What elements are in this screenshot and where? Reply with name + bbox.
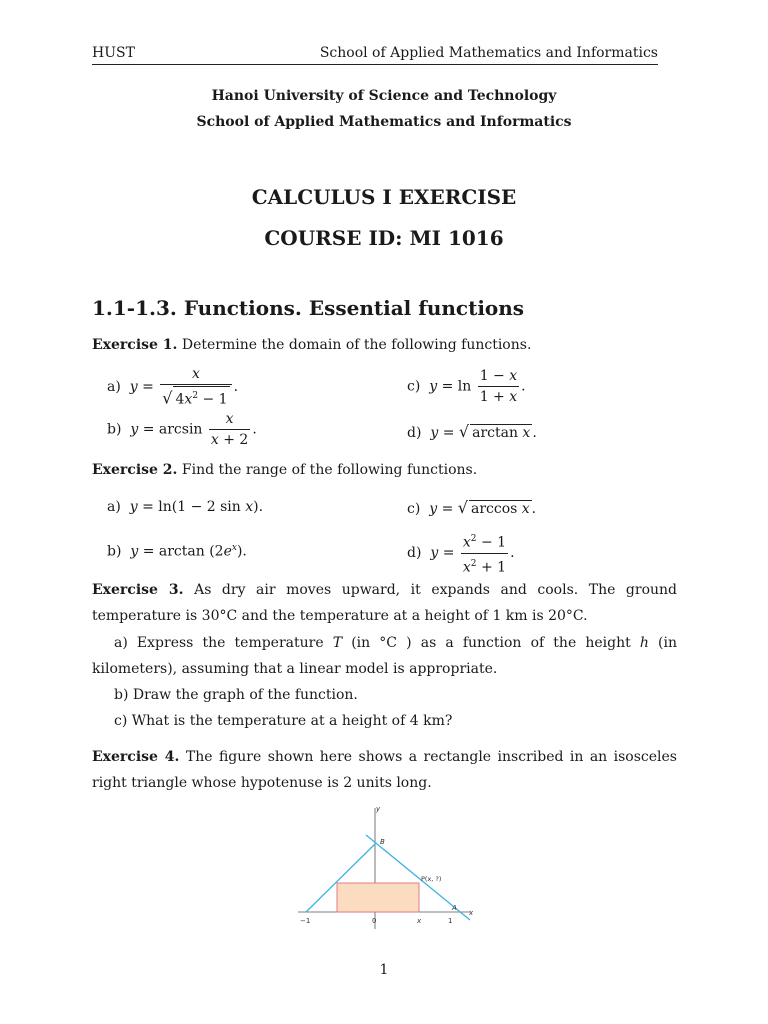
exercise-4-label: Exercise 4. (92, 749, 180, 765)
institution-name: Hanoi University of Science and Technology (211, 88, 557, 104)
running-header-right: School of Applied Mathematics and Informatics (319, 45, 658, 61)
exercise-1-text: Determine the domain of the following functions. (181, 337, 532, 353)
exercise-3-statement (92, 577, 677, 629)
tick-label-0: 0 (372, 917, 377, 925)
point-a-label: A (452, 904, 457, 912)
point-b-label: B (380, 838, 385, 846)
tick-label-1: 1 (448, 917, 453, 925)
exercise-3-part-a-text2: (in °C ) as a function of the height (351, 635, 631, 651)
course-id: COURSE ID: MI 1016 (264, 226, 504, 250)
point-p-label: P(x, ?) (421, 875, 442, 883)
section-heading: 1.1-1.3. Functions. Essential functions (92, 296, 525, 320)
ex1-item-d: d) y = √ arctan x . (407, 422, 537, 441)
exercise-2-text: Find the range of the following functions. (181, 462, 478, 478)
exercise-1-label: Exercise 1. (92, 337, 178, 353)
inscribed-rectangle (337, 883, 419, 912)
ex2-item-d: d) y = $\frac{x^2 - 1}{x^2 + 1}$ . (407, 530, 515, 576)
exercise-3-part-a: a) Express the temperature T (in °C ) as a function of the height h (in kilometers), assuming that a linear model is appropriate. (92, 635, 677, 677)
school-name: School of Applied Mathematics and Informatics (196, 114, 572, 130)
exercise-1-statement (92, 332, 677, 358)
header-rule (92, 64, 658, 65)
running-header-left: HUST (92, 45, 135, 61)
exercise-4-text: The figure shown here shows a rectangle inscribed in an isosceles right triangle whose hypotenuse is 2 units long. (92, 749, 677, 791)
ex1-item-c: c) y = ln $\frac{1 - x}{1 + x}$ . (407, 368, 526, 405)
exercise-2-statement (92, 457, 677, 483)
exercise-4-statement (92, 744, 677, 796)
ex2-item-c: c) y = √ arccos x . (407, 498, 537, 517)
exercise-3-part-a-text1: a) Express the temperature (114, 635, 324, 651)
triangle-rectangle-figure (290, 802, 480, 932)
ex1-item-a: a) y = $\frac{x}{√ 4x^2 - 1}$ . (107, 366, 239, 408)
ex2-item-b: b) $y = \arctan (2e^x)$. (107, 543, 247, 560)
exercise-3-text: As dry air moves upward, it expands and cools. The ground temperature is 30°C and the temperature at a height of 1 km is 20°C. (92, 582, 678, 624)
document-title: CALCULUS I EXERCISE (251, 185, 517, 209)
exercise-3-part-b: b) Draw the graph of the function. (114, 687, 358, 703)
x-axis-label: x (469, 909, 474, 917)
ex2-item-a: a) y = ln(1 − 2 sin x). (107, 499, 264, 515)
exercise-3-part-c: c) What is the temperature at a height of 4 km? (114, 713, 453, 729)
tick-label-x: x (417, 917, 422, 925)
exercise-2-label: Exercise 2. (92, 462, 178, 478)
page-number: 1 (379, 962, 389, 978)
exercise-3-label: Exercise 3. (92, 582, 184, 598)
tick-label-neg1: −1 (300, 917, 311, 925)
y-axis-label: y (376, 805, 381, 813)
exercise-3-part-a-text3: (in kilometers), assuming that a linear model is appropriate. (92, 635, 677, 677)
ex1-item-b: b) y = arcsin $\frac{x}{x + 2}$ . (107, 411, 257, 448)
